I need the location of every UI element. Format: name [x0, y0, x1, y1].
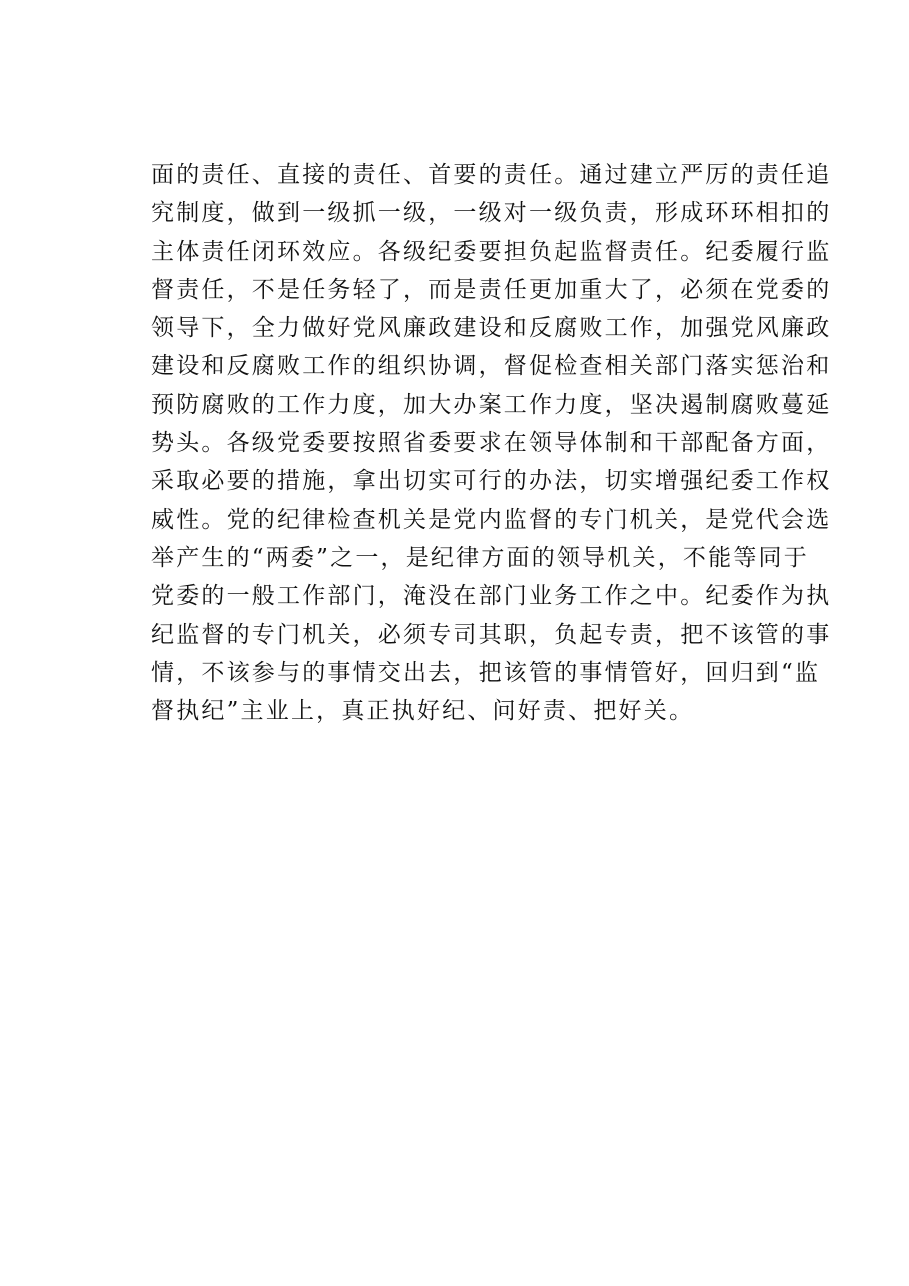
text-line: 督执纪”主业上，真正执好纪、问好责、把好关。	[151, 698, 695, 725]
text-line: 势头。各级党委要按照省委要求在领导体制和干部配备方面，	[151, 430, 832, 457]
body-paragraph	[151, 156, 832, 730]
text-line: 预防腐败的工作力度，加大办案工作力度，坚决遏制腐败蔓延	[151, 391, 832, 418]
text-line: 领导下，全力做好党风廉政建设和反腐败工作，加强党风廉政	[151, 315, 832, 342]
text-line: 主体责任闭环效应。各级纪委要担负起监督责任。纪委履行监	[151, 238, 832, 265]
text-line: 党委的一般工作部门，淹没在部门业务工作之中。纪委作为执	[151, 583, 832, 610]
text-line: 纪监督的专门机关，必须专司其职，负起专责，把不该管的事	[151, 621, 832, 648]
text-line: 究制度，做到一级抓一级，一级对一级负责，形成环环相扣的	[151, 200, 832, 227]
text-line: 建设和反腐败工作的组织协调，督促检查相关部门落实惩治和	[151, 353, 832, 380]
text-line: 情，不该参与的事情交出去，把该管的事情管好，回归到“监	[151, 659, 821, 686]
text-line: 威性。党的纪律检查机关是党内监督的专门机关，是党代会选	[151, 506, 832, 533]
text-line: 督责任，不是任务轻了，而是责任更加重大了，必须在党委的	[151, 276, 832, 303]
text-line: 举产生的“两委”之一，是纪律方面的领导机关，不能等同于	[151, 544, 809, 571]
text-line: 采取必要的措施，拿出切实可行的办法，切实增强纪委工作权	[151, 468, 832, 495]
text-line: 面的责任、直接的责任、首要的责任。通过建立严厉的责任追	[151, 162, 832, 188]
